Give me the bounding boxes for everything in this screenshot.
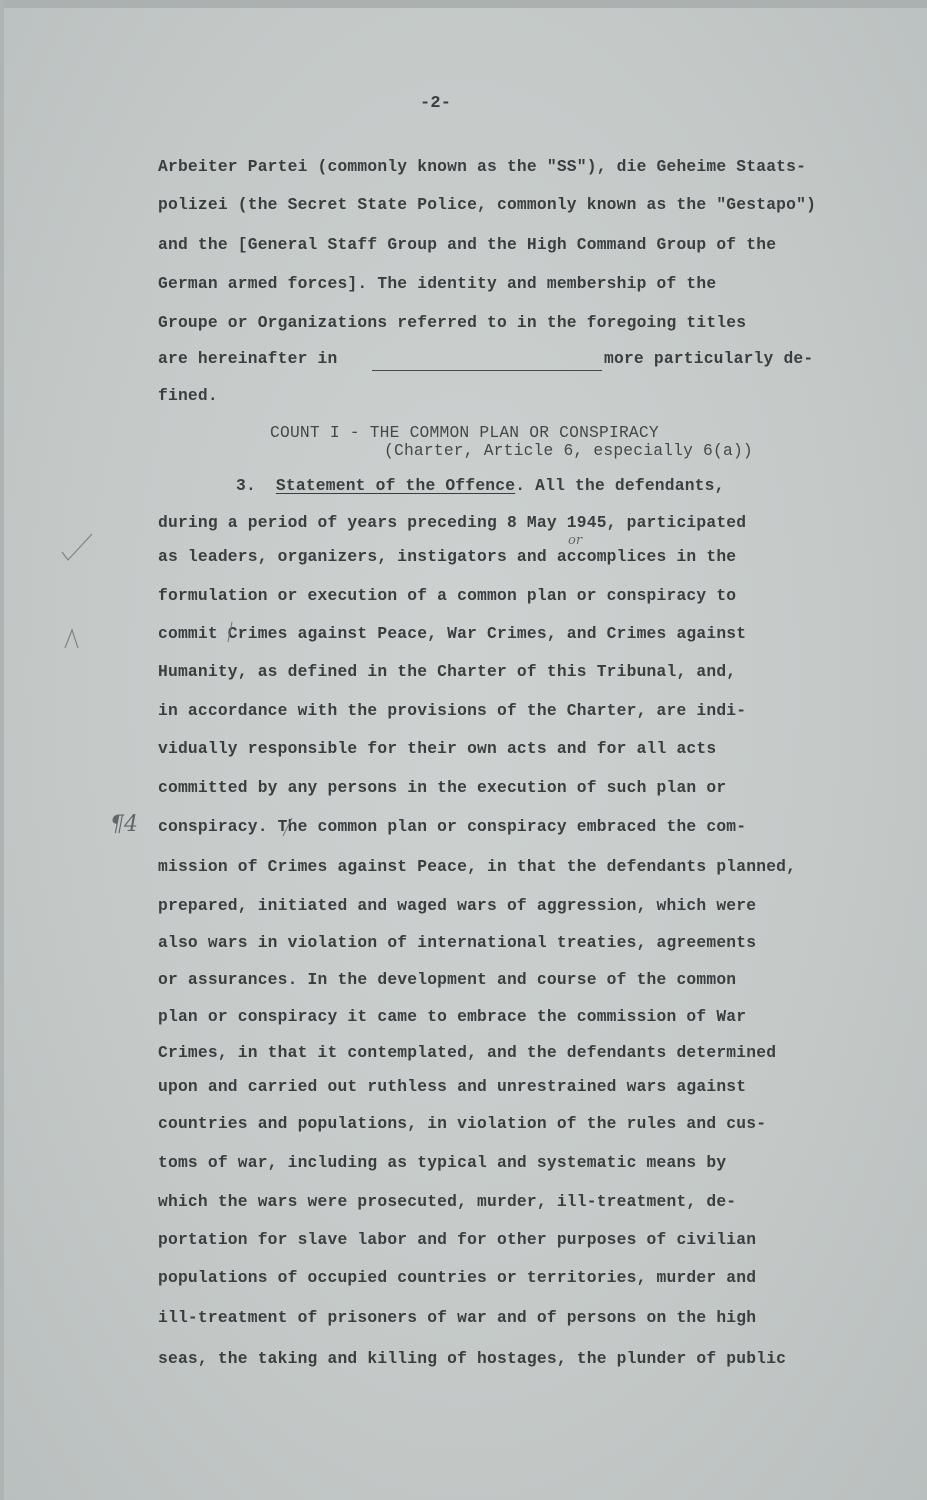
text-line: prepared, initiated and waged wars of aggression, which were bbox=[158, 896, 757, 915]
text-line: or assurances. In the development and course of the common bbox=[158, 970, 737, 989]
handwritten-margin-mark: ¶4 bbox=[110, 812, 138, 837]
handwritten-or-insert: or bbox=[568, 533, 583, 548]
text-line: seas, the taking and killing of hostages, the plunder of public bbox=[158, 1349, 787, 1368]
text-line-before-blank: are hereinafter in bbox=[158, 349, 338, 368]
count-heading: COUNT I - THE COMMON PLAN OR CONSPIRACY bbox=[270, 423, 659, 442]
text-line: ill-treatment of prisoners of war and of persons on the high bbox=[158, 1308, 757, 1327]
text-line: Arbeiter Partei (commonly known as the "SS"), die Geheime Staats- bbox=[158, 157, 807, 176]
caret-mark-icon bbox=[62, 626, 82, 652]
text-line: plan or conspiracy it came to embrace the commission of War bbox=[158, 1007, 747, 1026]
text-line: and the [General Staff Group and the High Command Group of the bbox=[158, 235, 777, 254]
text-line: Humanity, as defined in the Charter of this Tribunal, and, bbox=[158, 662, 737, 681]
count-subheading: (Charter, Article 6, especially 6(a)) bbox=[384, 441, 753, 460]
text-line: German armed forces]. The identity and membership of the bbox=[158, 274, 717, 293]
text-line: fined. bbox=[158, 386, 218, 405]
text-line: also wars in violation of international treaties, agreements bbox=[158, 933, 757, 952]
text-line: toms of war, including as typical and systematic means by bbox=[158, 1153, 727, 1172]
text-line: upon and carried out ruthless and unrestrained wars against bbox=[158, 1077, 747, 1096]
text-line: portation for slave labor and for other purposes of civilian bbox=[158, 1230, 757, 1249]
check-mark-icon bbox=[58, 530, 98, 570]
blank-fill-line bbox=[372, 370, 602, 371]
text-line: vidually responsible for their own acts and for all acts bbox=[158, 739, 717, 758]
text-line: countries and populations, in violation of the rules and cus- bbox=[158, 1114, 767, 1133]
division-stroke-icon bbox=[280, 816, 294, 838]
text-line: commit Crimes against Peace, War Crimes, and Crimes against bbox=[158, 624, 747, 643]
insertion-stroke-icon bbox=[225, 620, 235, 644]
text-line: conspiracy. The common plan or conspiracy embraced the com- bbox=[158, 817, 747, 836]
text-line: Groupe or Organizations referred to in the foregoing titles bbox=[158, 313, 747, 332]
section-line bbox=[236, 476, 725, 496]
text-line: committed by any persons in the execution of such plan or bbox=[158, 778, 727, 797]
section-number: 3. bbox=[236, 476, 256, 495]
page-edge-left bbox=[0, 0, 4, 1500]
page-edge-top bbox=[0, 0, 927, 8]
section-line-rest: . All the defendants, bbox=[515, 476, 725, 495]
page-number: -2- bbox=[420, 94, 452, 113]
text-line: as leaders, organizers, instigators and accomplices in the bbox=[158, 547, 737, 566]
text-line: in accordance with the provisions of the Charter, are indi- bbox=[158, 701, 747, 720]
text-line: which the wars were prosecuted, murder, ill-treatment, de- bbox=[158, 1192, 737, 1211]
text-line: formulation or execution of a common plan or conspiracy to bbox=[158, 586, 737, 605]
text-line-after-blank: more particularly de- bbox=[604, 349, 814, 368]
text-line: polizei (the Secret State Police, commonly known as the "Gestapo") bbox=[158, 195, 817, 214]
text-line: Crimes, in that it contemplated, and the defendants determined bbox=[158, 1043, 777, 1062]
text-line: during a period of years preceding 8 May 1945, participated bbox=[158, 513, 747, 532]
text-line: populations of occupied countries or territories, murder and bbox=[158, 1268, 757, 1287]
text-line: mission of Crimes against Peace, in that the defendants planned, bbox=[158, 857, 797, 876]
section-title: Statement of the Offence bbox=[275, 476, 516, 495]
